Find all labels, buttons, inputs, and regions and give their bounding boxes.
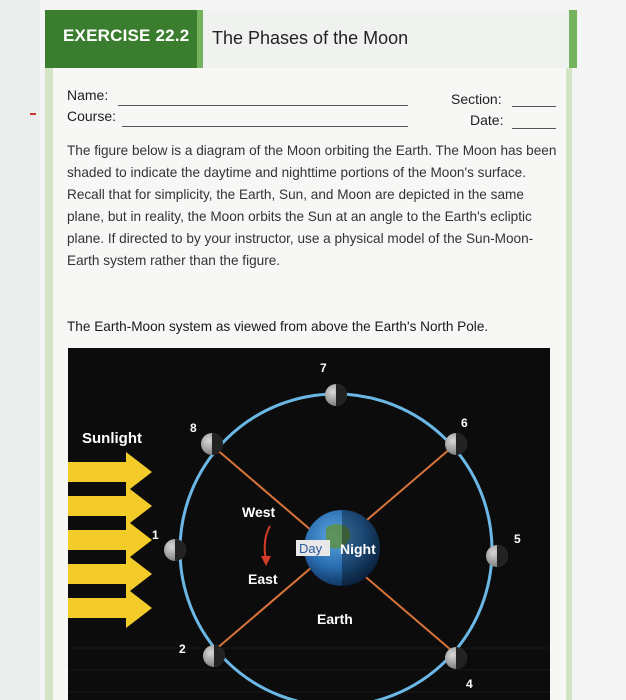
diagram-svg xyxy=(68,348,550,700)
moon-1 xyxy=(164,539,186,561)
sunlight-arrow xyxy=(68,520,152,560)
rotation-arrow xyxy=(265,526,270,560)
course-label: Course: xyxy=(67,108,117,124)
section-label: Section: xyxy=(451,91,502,107)
west-label: West xyxy=(242,504,276,520)
moon-8 xyxy=(201,433,223,455)
moon-7 xyxy=(325,384,347,406)
name-label: Name: xyxy=(67,87,109,103)
date-field[interactable] xyxy=(512,128,556,129)
moon-number-8: 8 xyxy=(190,421,197,435)
sunlight-label: Sunlight xyxy=(82,430,142,447)
moon-5 xyxy=(486,545,508,567)
exercise-title: The Phases of the Moon xyxy=(212,28,409,48)
sunlight-arrows xyxy=(68,452,152,628)
moon-number-7: 7 xyxy=(320,361,327,375)
name-field[interactable] xyxy=(118,105,408,106)
moon-4 xyxy=(445,647,467,669)
earth-moon-diagram xyxy=(68,348,550,700)
moon-2 xyxy=(203,645,225,667)
date-label: Date: xyxy=(470,112,504,128)
background-texture xyxy=(68,648,550,692)
sunlight-arrow xyxy=(68,554,152,594)
day-label: Day xyxy=(299,541,323,556)
sunlight-arrow xyxy=(68,588,152,628)
moon-number-4: 4 xyxy=(466,677,473,691)
sunlight-arrow xyxy=(68,486,152,526)
intro-paragraph: The figure below is a diagram of the Moon orbiting the Earth. The Moon has been shaded to indicate the daytime and nighttime portions of the Moon's surface. Recall that for simplicity, the Earth, Sun, and Moon are depicted in the same plane, but in reality, the Moon orbits the Sun at an angle to the Earth's ecliptic plane. If directed to by your instructor, use a physical model of the Sun-Moon-Earth system rather than the figure. xyxy=(67,143,557,268)
page-margin xyxy=(0,0,40,700)
header-accent xyxy=(569,10,577,68)
night-label: Night xyxy=(340,541,376,557)
moon-6 xyxy=(445,433,467,455)
moon-number-6: 6 xyxy=(461,416,468,430)
earth-label: Earth xyxy=(317,611,353,627)
figure-caption: The Earth-Moon system as viewed from above the Earth's North Pole. xyxy=(67,319,489,334)
section-field[interactable] xyxy=(512,106,556,107)
rotation-arrowhead xyxy=(261,556,271,566)
course-field[interactable] xyxy=(122,126,408,127)
moon-number-5: 5 xyxy=(514,532,521,546)
east-label: East xyxy=(248,571,278,587)
sunlight-arrow xyxy=(68,452,152,492)
exercise-header xyxy=(45,10,577,68)
moon-number-2: 2 xyxy=(179,642,186,656)
moon-number-1: 1 xyxy=(152,528,159,542)
exercise-number: EXERCISE 22.2 xyxy=(63,26,190,45)
margin-mark xyxy=(30,113,36,115)
